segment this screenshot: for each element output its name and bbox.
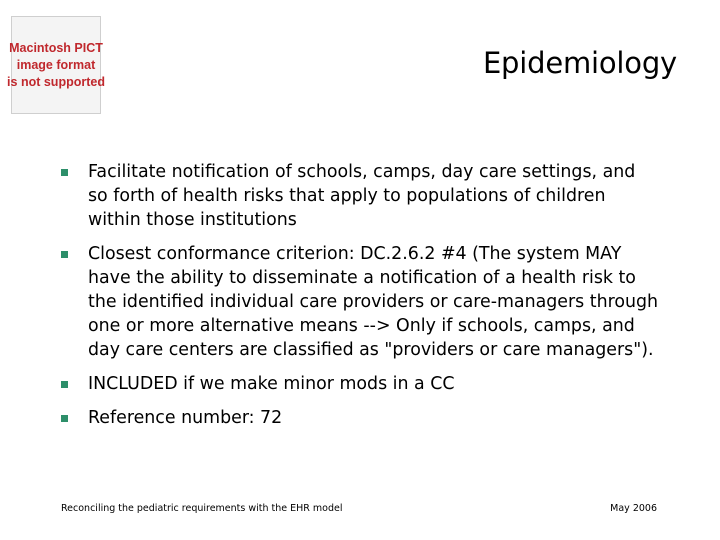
footer-date: May 2006: [610, 503, 657, 514]
placeholder-line-3: is not supported: [7, 74, 105, 89]
bullet-list: [60, 160, 660, 440]
square-bullet-icon: [61, 381, 68, 388]
square-bullet-icon: [61, 415, 68, 422]
square-bullet-icon: [61, 251, 68, 258]
bullet-text-1: Facilitate notification of schools, camps, day care settings, and so forth of health risks that apply to populations of children within those institutions: [88, 162, 636, 230]
placeholder-line-2: image format: [16, 57, 96, 72]
bullet-text-3: INCLUDED if we make minor mods in a CC: [88, 374, 455, 394]
bullet-text-2: Closest conformance criterion: DC.2.6.2 #4 (The system MAY have the ability to disseminate a notification of a health risk to the identified individual care providers or care-managers through one or more alternative means --> Only if schools, camps, and day care centers are classified as "providers or care managers").: [88, 244, 659, 360]
bullet-item-3: [60, 372, 660, 396]
placeholder-line-1: Macintosh PICT: [9, 40, 103, 55]
bullet-item-4: [60, 406, 660, 430]
slide-title: Epidemiology: [482, 46, 677, 80]
image-placeholder: [7, 16, 105, 114]
bullet-item-1: [60, 160, 660, 232]
bullet-item-2: [60, 242, 660, 362]
image-placeholder-text: [7, 40, 105, 91]
square-bullet-icon: [61, 169, 68, 176]
bullet-text-4: Reference number: 72: [88, 408, 283, 428]
footer-text: Reconciling the pediatric requirements with the EHR model: [61, 503, 343, 514]
